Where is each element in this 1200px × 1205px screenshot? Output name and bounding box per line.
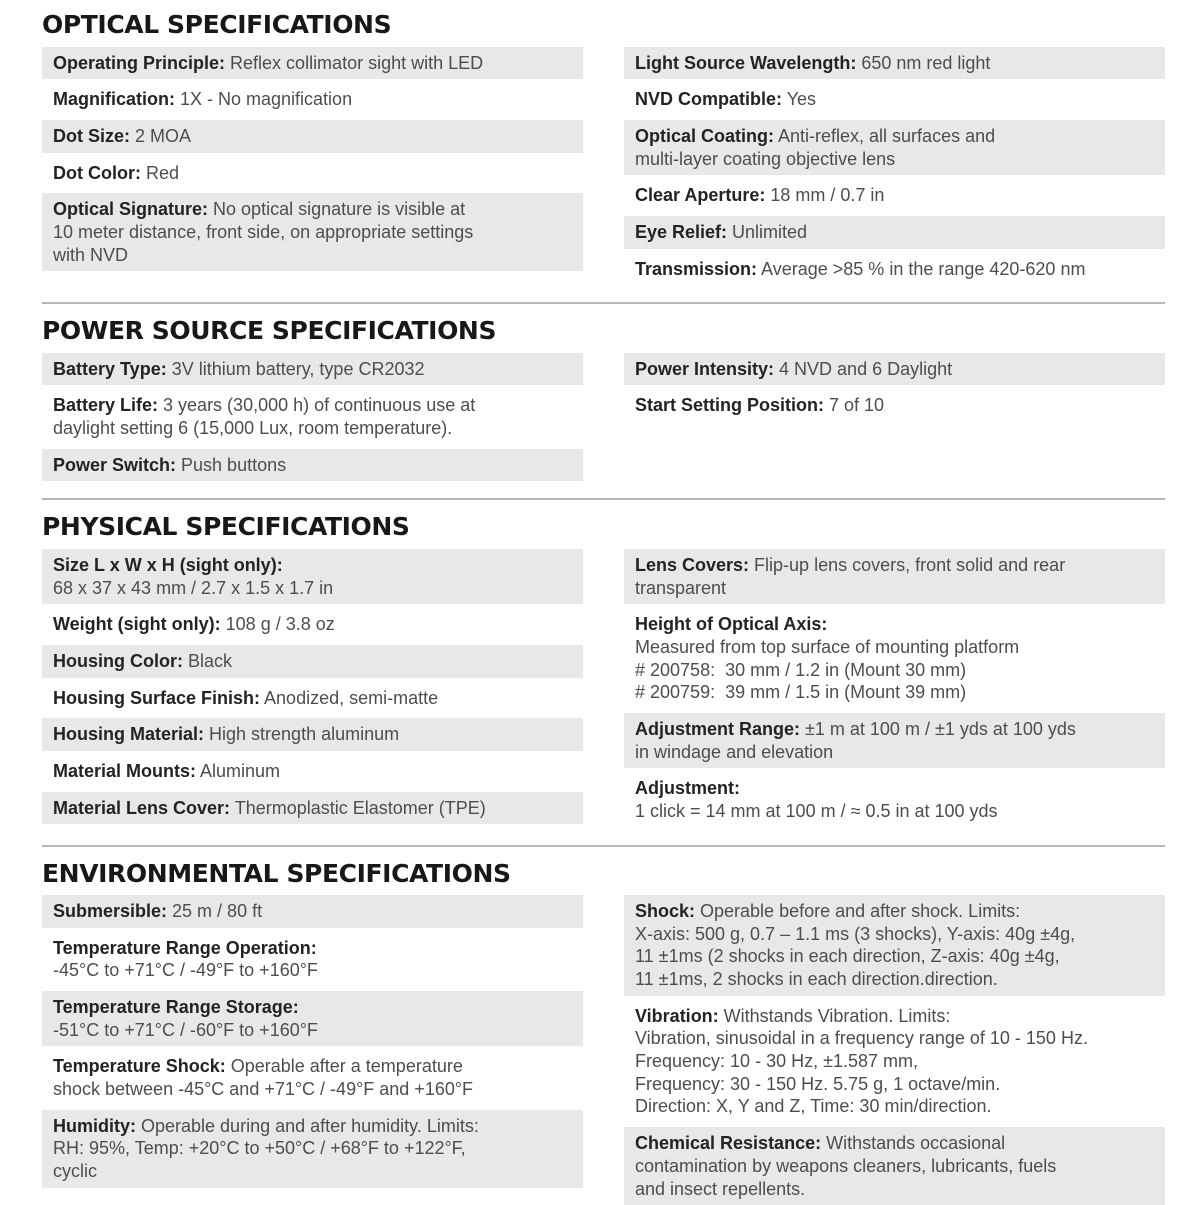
spec-label: Dot Color:: [53, 162, 141, 183]
spec-row: [42, 792, 583, 825]
spec-column-left: [42, 895, 583, 1188]
spec-label: Lens Covers:: [635, 554, 750, 575]
spec-column-left: [42, 353, 583, 482]
spec-row: [624, 1000, 1165, 1123]
spec-row: [42, 608, 583, 641]
spec-label: Height of Optical Axis:: [635, 614, 828, 635]
spec-line: [635, 636, 1154, 659]
spec-line: [635, 148, 1154, 171]
spec-line: [635, 777, 1154, 800]
spec-value: and insect repellents.: [635, 1178, 806, 1199]
spec-line: [635, 1155, 1154, 1178]
spec-label: Dot Size:: [53, 125, 131, 146]
spec-label: Power Switch:: [53, 454, 177, 475]
spec-value: cyclic: [53, 1161, 97, 1182]
spec-value: 10 meter distance, front side, on appropriate settings: [53, 221, 474, 242]
spec-value: Average >85 % in the range 420-620 nm: [757, 258, 1086, 279]
spec-row: [624, 179, 1165, 212]
spec-row: [42, 449, 583, 482]
spec-label: Adjustment:: [635, 778, 740, 799]
spec-line: [635, 184, 1154, 207]
spec-column-right: [624, 549, 1165, 828]
spec-column-left: [42, 549, 583, 824]
spec-line: [635, 1095, 1154, 1118]
spec-value: Withstands Vibration. Limits:: [718, 1005, 951, 1026]
spec-line: [635, 554, 1154, 577]
spec-label: Material Lens Cover:: [53, 797, 231, 818]
section-title: POWER SOURCE SPECIFICATIONS: [42, 316, 497, 346]
spec-row: [42, 549, 583, 604]
spec-row: [624, 549, 1165, 604]
spec-row: [42, 932, 583, 987]
spec-line: [635, 1050, 1154, 1073]
spec-value: X-axis: 500 g, 0.7 – 1.1 ms (3 shocks), Y-axis: 40g ±4g,: [635, 923, 1076, 944]
spec-line: [53, 1078, 572, 1101]
spec-value: Aluminum: [196, 760, 281, 781]
spec-row: [42, 718, 583, 751]
spec-line: [53, 88, 572, 111]
spec-line: [53, 996, 572, 1019]
spec-line: [53, 723, 572, 746]
spec-label: Size L x W x H (sight only):: [53, 554, 283, 575]
spec-row: [42, 193, 583, 271]
spec-label: Housing Surface Finish:: [53, 687, 261, 708]
spec-row: [624, 47, 1165, 80]
spec-value: 650 nm red light: [856, 52, 991, 73]
section-title: OPTICAL SPECIFICATIONS: [42, 10, 392, 39]
spec-value: Frequency: 10 - 30 Hz, ±1.587 mm,: [635, 1051, 918, 1072]
spec-label: Shock:: [635, 901, 696, 922]
spec-column-right: [624, 353, 1165, 422]
section-power-source-specifications: [42, 317, 1165, 481]
spec-value: Operable before and after shock. Limits:: [695, 901, 1021, 922]
spec-label: Power Intensity:: [635, 358, 775, 379]
spec-row: [42, 353, 583, 386]
spec-label: Vibration:: [635, 1005, 719, 1026]
spec-value: Black: [182, 650, 233, 671]
spec-value: Vibration, sinusoidal in a frequency range of 10 - 150 Hz.: [635, 1028, 1088, 1049]
spec-line: [635, 52, 1154, 75]
section-body: [42, 353, 1165, 482]
spec-row: [42, 895, 583, 928]
spec-line: [635, 681, 1154, 704]
spec-value: Unlimited: [727, 221, 808, 242]
spec-line: [635, 88, 1154, 111]
spec-column-right: [624, 895, 1165, 1205]
spec-value: -45°C to +71°C / -49°F to +160°F: [53, 960, 318, 981]
spec-label: Temperature Range Storage:: [53, 997, 299, 1018]
spec-row: [624, 608, 1165, 709]
spec-label: Optical Coating:: [635, 125, 774, 146]
spec-line: [53, 687, 572, 710]
spec-value: in windage and elevation: [635, 741, 834, 762]
spec-row: [42, 83, 583, 116]
spec-line: [635, 613, 1154, 636]
spec-value: 1 click = 14 mm at 100 m / ≈ 0.5 in at 100 yds: [635, 800, 998, 821]
spec-label: Light Source Wavelength:: [635, 52, 857, 73]
spec-value: Thermoplastic Elastomer (TPE): [230, 797, 486, 818]
spec-line: [53, 198, 572, 221]
spec-value: Push buttons: [176, 454, 287, 475]
spec-line: [53, 125, 572, 148]
spec-line: [635, 800, 1154, 823]
spec-line: [53, 1055, 572, 1078]
spec-label: Operating Principle:: [53, 52, 226, 73]
spec-row: [42, 389, 583, 444]
section-divider: [42, 845, 1165, 847]
spec-row: [42, 1110, 583, 1188]
spec-line: [53, 52, 572, 75]
spec-value: 18 mm / 0.7 in: [765, 185, 885, 206]
spec-line: [635, 577, 1154, 600]
spec-value: with NVD: [53, 244, 129, 265]
spec-label: Submersible:: [53, 901, 168, 922]
spec-value: 2 MOA: [130, 125, 192, 146]
spec-label: Housing Material:: [53, 724, 205, 745]
spec-line: [53, 454, 572, 477]
spec-label: NVD Compatible:: [635, 89, 783, 110]
spec-label: Humidity:: [53, 1115, 136, 1136]
spec-line: [53, 797, 572, 820]
spec-row: [624, 713, 1165, 768]
spec-value: daylight setting 6 (15,000 Lux, room temperature).: [53, 418, 453, 439]
spec-line: [635, 1005, 1154, 1028]
spec-line: [635, 718, 1154, 741]
spec-row: [624, 353, 1165, 386]
spec-value: 25 m / 80 ft: [167, 901, 263, 922]
spec-value: -51°C to +71°C / -60°F to +160°F: [53, 1019, 318, 1040]
spec-line: [635, 1073, 1154, 1096]
spec-line: [53, 1160, 572, 1183]
spec-row: [42, 157, 583, 190]
spec-line: [635, 1132, 1154, 1155]
spec-value: 11 ±1ms, 2 shocks in each direction.direction.: [635, 969, 998, 990]
spec-line: [53, 394, 572, 417]
spec-line: [53, 554, 572, 577]
spec-line: [53, 1019, 572, 1042]
section-body: [42, 549, 1165, 828]
spec-value: 3V lithium battery, type CR2032: [166, 358, 425, 379]
spec-line: [635, 659, 1154, 682]
spec-row: [42, 682, 583, 715]
spec-value: Measured from top surface of mounting platform: [635, 636, 1020, 657]
spec-row: [624, 1127, 1165, 1205]
spec-label: Transmission:: [635, 258, 758, 279]
spec-label: Battery Life:: [53, 395, 159, 416]
spec-label: Adjustment Range:: [635, 718, 801, 739]
spec-value: Operable during and after humidity. Limits:: [136, 1115, 479, 1136]
section-optical-specifications: [42, 11, 1165, 285]
spec-line: [53, 162, 572, 185]
spec-row: [624, 772, 1165, 827]
spec-line: [635, 741, 1154, 764]
spec-line: [635, 968, 1154, 991]
spec-label: Weight (sight only):: [53, 614, 221, 635]
spec-label: Housing Color:: [53, 650, 183, 671]
spec-line: [635, 125, 1154, 148]
spec-row: [624, 389, 1165, 422]
spec-value: 7 of 10: [824, 395, 885, 416]
spec-value: Anodized, semi-matte: [260, 687, 439, 708]
spec-label: Battery Type:: [53, 358, 167, 379]
spec-column-left: [42, 47, 583, 272]
spec-line: [635, 1027, 1154, 1050]
spec-value: # 200758: 30 mm / 1.2 in (Mount 30 mm): [635, 659, 967, 680]
spec-line: [53, 221, 572, 244]
spec-value: Operable after a temperature: [225, 1056, 463, 1077]
spec-line: [53, 577, 572, 600]
spec-value: 3 years (30,000 h) of continuous use at: [158, 395, 476, 416]
spec-line: [53, 1115, 572, 1138]
spec-label: Material Mounts:: [53, 760, 197, 781]
spec-label: Optical Signature:: [53, 199, 209, 220]
spec-row: [42, 991, 583, 1046]
spec-line: [635, 900, 1154, 923]
spec-value: contamination by weapons cleaners, lubricants, fuels: [635, 1155, 1057, 1176]
section-divider: [42, 302, 1165, 304]
spec-value: 1X - No magnification: [175, 89, 353, 110]
spec-line: [53, 959, 572, 982]
spec-value: Anti-reflex, all surfaces and: [774, 125, 996, 146]
spec-line: [635, 358, 1154, 381]
spec-line: [635, 945, 1154, 968]
spec-row: [624, 253, 1165, 286]
spec-line: [53, 760, 572, 783]
spec-line: [53, 1137, 572, 1160]
spec-label: Temperature Range Operation:: [53, 937, 317, 958]
section-divider: [42, 498, 1165, 500]
spec-value: No optical signature is visible at: [208, 199, 466, 220]
spec-value: High strength aluminum: [204, 724, 400, 745]
spec-label: Start Setting Position:: [635, 395, 824, 416]
spec-value: ±1 m at 100 m / ±1 yds at 100 yds: [800, 718, 1076, 739]
section-title: PHYSICAL SPECIFICATIONS: [42, 512, 410, 542]
spec-row: [624, 83, 1165, 116]
spec-row: [42, 645, 583, 678]
spec-value: Yes: [782, 89, 817, 110]
spec-row: [42, 755, 583, 788]
spec-value: RH: 95%, Temp: +20°C to +50°C / +68°F to +122°F,: [53, 1138, 466, 1159]
spec-row: [42, 120, 583, 153]
section-body: [42, 47, 1165, 286]
spec-value: 108 g / 3.8 oz: [220, 614, 335, 635]
spec-label: Chemical Resistance:: [635, 1133, 822, 1154]
spec-value: 68 x 37 x 43 mm / 2.7 x 1.5 x 1.7 in: [53, 577, 334, 598]
spec-line: [53, 417, 572, 440]
spec-row: [624, 895, 1165, 996]
spec-label: Clear Aperture:: [635, 185, 766, 206]
spec-line: [635, 258, 1154, 281]
spec-value: multi-layer coating objective lens: [635, 148, 896, 169]
spec-row: [42, 47, 583, 80]
spec-label: Eye Relief:: [635, 221, 728, 242]
spec-line: [53, 650, 572, 673]
spec-value: Reflex collimator sight with LED: [225, 52, 484, 73]
spec-line: [53, 900, 572, 923]
spec-row: [624, 120, 1165, 175]
spec-value: shock between -45°C and +71°C / -49°F and +160°F: [53, 1079, 474, 1100]
spec-line: [635, 1178, 1154, 1201]
spec-value: Withstands occasional: [821, 1133, 1006, 1154]
section-title: ENVIRONMENTAL SPECIFICATIONS: [42, 858, 511, 888]
spec-value: 4 NVD and 6 Daylight: [774, 358, 953, 379]
spec-line: [53, 358, 572, 381]
spec-line: [53, 244, 572, 267]
spec-line: [635, 394, 1154, 417]
spec-label: Temperature Shock:: [53, 1056, 226, 1077]
spec-value: 11 ±1ms (2 shocks in each direction, Z-axis: 40g ±4g,: [635, 946, 1060, 967]
spec-column-right: [624, 47, 1165, 286]
spec-label: Magnification:: [53, 89, 175, 110]
spec-row: [624, 216, 1165, 249]
spec-line: [635, 923, 1154, 946]
spec-row: [42, 1050, 583, 1105]
spec-value: # 200759: 39 mm / 1.5 in (Mount 39 mm): [635, 682, 967, 703]
spec-value: Red: [140, 162, 180, 183]
spec-value: Flip-up lens covers, front solid and rear: [749, 554, 1066, 575]
spec-line: [53, 937, 572, 960]
spec-value: Frequency: 30 - 150 Hz. 5.75 g, 1 octave/min.: [635, 1073, 1001, 1094]
spec-line: [53, 613, 572, 636]
spec-value: Direction: X, Y and Z, Time: 30 min/direction.: [635, 1096, 992, 1117]
section-environmental-specifications: [42, 860, 1165, 1205]
section-body: [42, 895, 1165, 1205]
spec-line: [635, 221, 1154, 244]
spec-value: transparent: [635, 577, 727, 598]
section-physical-specifications: [42, 513, 1165, 827]
